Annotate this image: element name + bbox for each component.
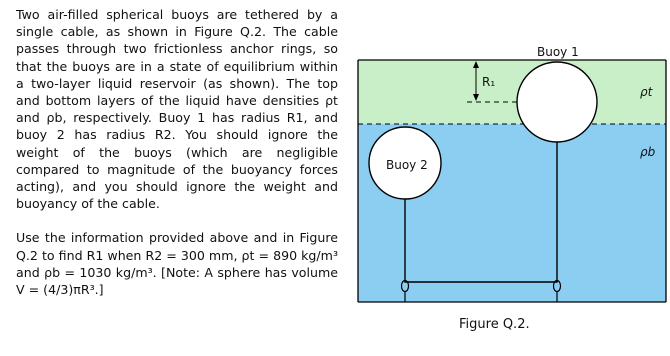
buoy-1-label: Buoy 1 xyxy=(537,45,579,59)
top-liquid-layer xyxy=(358,60,666,124)
figure-q2 xyxy=(355,0,670,352)
figure-diagram xyxy=(355,0,670,352)
figure-caption: Figure Q.2. xyxy=(459,317,530,332)
buoy-1 xyxy=(517,62,597,142)
rho-b-label: ρb xyxy=(640,145,656,159)
problem-text xyxy=(16,6,338,298)
problem-paragraph-2: Use the information provided above and in Figure Q.2 to find R1 when R2 = 300 mm, ρt = 890 kg/m³ and ρb = 1030 kg/m³. [Note: A sphere has volume V = (4/3)πR³.] xyxy=(16,230,338,298)
r1-label: R₁ xyxy=(482,75,496,89)
rho-t-label: ρt xyxy=(640,85,653,99)
buoy-2-label: Buoy 2 xyxy=(386,158,428,172)
problem-paragraph-1: Two air-filled spherical buoys are tethered by a single cable, as shown in Figure Q.2. The cable passes through two frictionless anchor rings, so that the buoys are in a state of equilibrium within a two-layer liquid reservoir (as shown). The top and bottom layers of the liquid have densities ρt and ρb, respectively. Buoy 1 has radius R1, and buoy 2 has radius R2. You should ignore the weight of the buoys (which are negligible compared to magnitude of the buoyancy forces acting), and you should ignore the weight and buoyancy of the cable. xyxy=(16,7,338,212)
